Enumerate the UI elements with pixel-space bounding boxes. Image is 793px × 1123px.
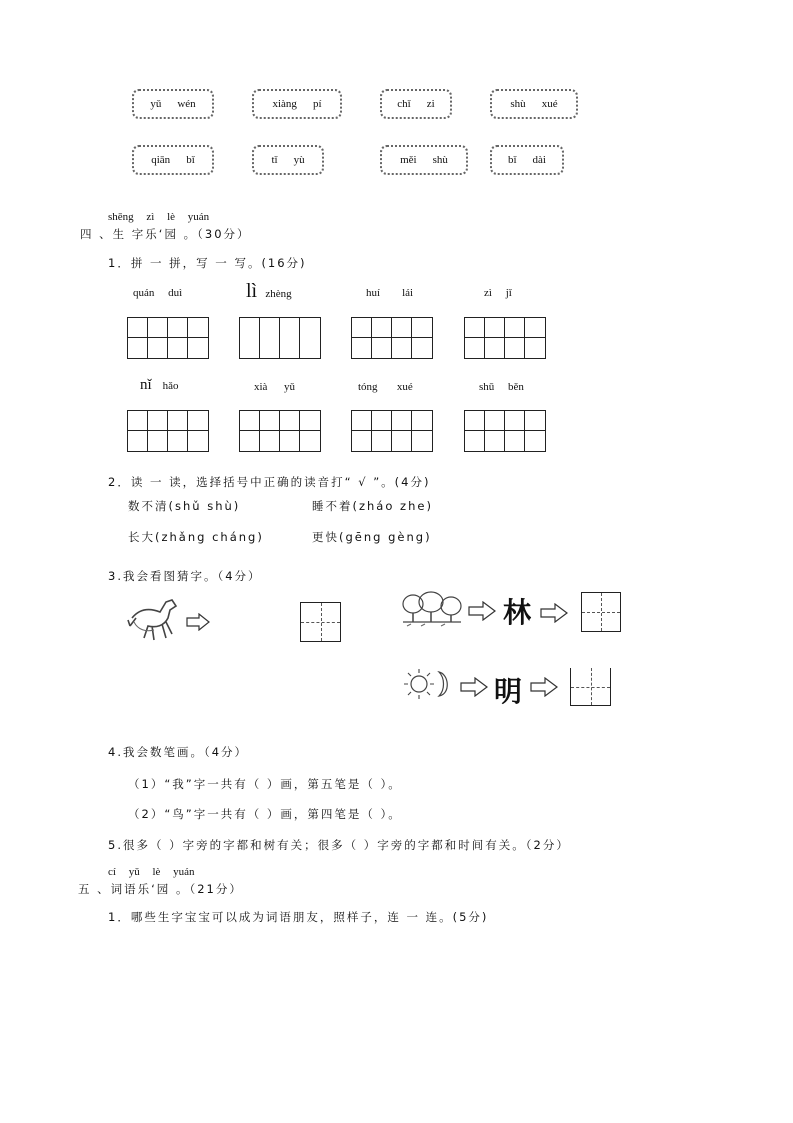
ancient-glyph-ming: 明 [494, 675, 523, 708]
pinyin-box: měi shù [380, 145, 468, 175]
q2-item: 睡不着(zháo zhe) [312, 499, 433, 513]
q2-item: 长大(zhǎng cháng) [128, 530, 264, 544]
writing-grid[interactable] [239, 410, 321, 452]
arrow-right-icon [186, 613, 210, 631]
q4-instruction: 4.我会数笔画。（4分） [108, 745, 249, 759]
pinyin-box: tǐ yù [252, 145, 324, 175]
pinyin-box: qiān bǐ [132, 145, 214, 175]
writing-grid[interactable] [127, 410, 209, 452]
section5-title: 五 、词语乐‘园 。（21分） [78, 882, 243, 896]
answer-box[interactable] [300, 602, 341, 642]
q2-item: 更快(gēng gèng) [312, 530, 432, 544]
pinyin-label: huí lái [366, 287, 414, 299]
sun-moon-icon [401, 666, 457, 702]
answer-box[interactable] [581, 592, 621, 632]
pinyin-box: shù xué [490, 89, 578, 119]
writing-grid[interactable] [351, 317, 433, 359]
writing-grid[interactable] [127, 317, 209, 359]
ancient-glyph-lin: 林 [503, 596, 532, 629]
q4-item: （2）“鸟”字一共有（ ）画，第四笔是（ ）。 [128, 807, 402, 821]
arrow-right-icon [468, 601, 496, 621]
q5-instruction: 5.很多（ ）字旁的字都和树有关；很多（ ）字旁的字都和时间有关。（2分） [108, 838, 570, 852]
section5-pinyin: cí yǔ lè yuán [108, 866, 195, 878]
pinyin-label: nǐ hǎo [140, 377, 179, 393]
pinyin-box: bǐ dài [490, 145, 564, 175]
trees-icon [401, 588, 463, 628]
section5-q1: 1．哪些生字宝宝可以成为词语朋友，照样子，连 一 连。(5分) [108, 910, 489, 924]
q3-instruction: 3.我会看图猜字。（4分） [108, 569, 262, 583]
pinyin-box: xiàng pí [252, 89, 342, 119]
q2-instruction: 2．读 一 读，选择括号中正确的读音打“ √ ”。(4分) [108, 475, 431, 489]
pinyin-label: shū běn [479, 381, 524, 393]
writing-grid[interactable] [464, 317, 546, 359]
writing-grid[interactable] [239, 317, 321, 359]
horse-icon [126, 596, 182, 646]
arrow-right-icon [540, 603, 568, 623]
section4-title: 四 、生 字乐‘园 。（30分） [80, 227, 251, 241]
q4-item: （1）“我”字一共有（ ）画，第五笔是（ ）。 [128, 777, 402, 791]
pinyin-label: quán duì [133, 287, 183, 299]
writing-grid[interactable] [351, 410, 433, 452]
pinyin-label: xià yǔ [254, 381, 295, 393]
pinyin-box: yǔ wén [132, 89, 214, 119]
pinyin-label: lì zhèng [246, 280, 292, 302]
section4-pinyin: shēng zì lè yuán [108, 211, 210, 223]
answer-box[interactable] [570, 668, 611, 706]
q1-instruction: 1．拼 一 拼，写 一 写。(16分) [108, 256, 307, 270]
arrow-right-icon [530, 677, 558, 697]
pinyin-box: chǐ zi [380, 89, 452, 119]
writing-grid[interactable] [464, 410, 546, 452]
pinyin-label: tóng xué [358, 381, 413, 393]
q2-item: 数不清(shǔ shù) [128, 499, 241, 513]
pinyin-label: zì jǐ [484, 287, 512, 299]
arrow-right-icon [460, 677, 488, 697]
